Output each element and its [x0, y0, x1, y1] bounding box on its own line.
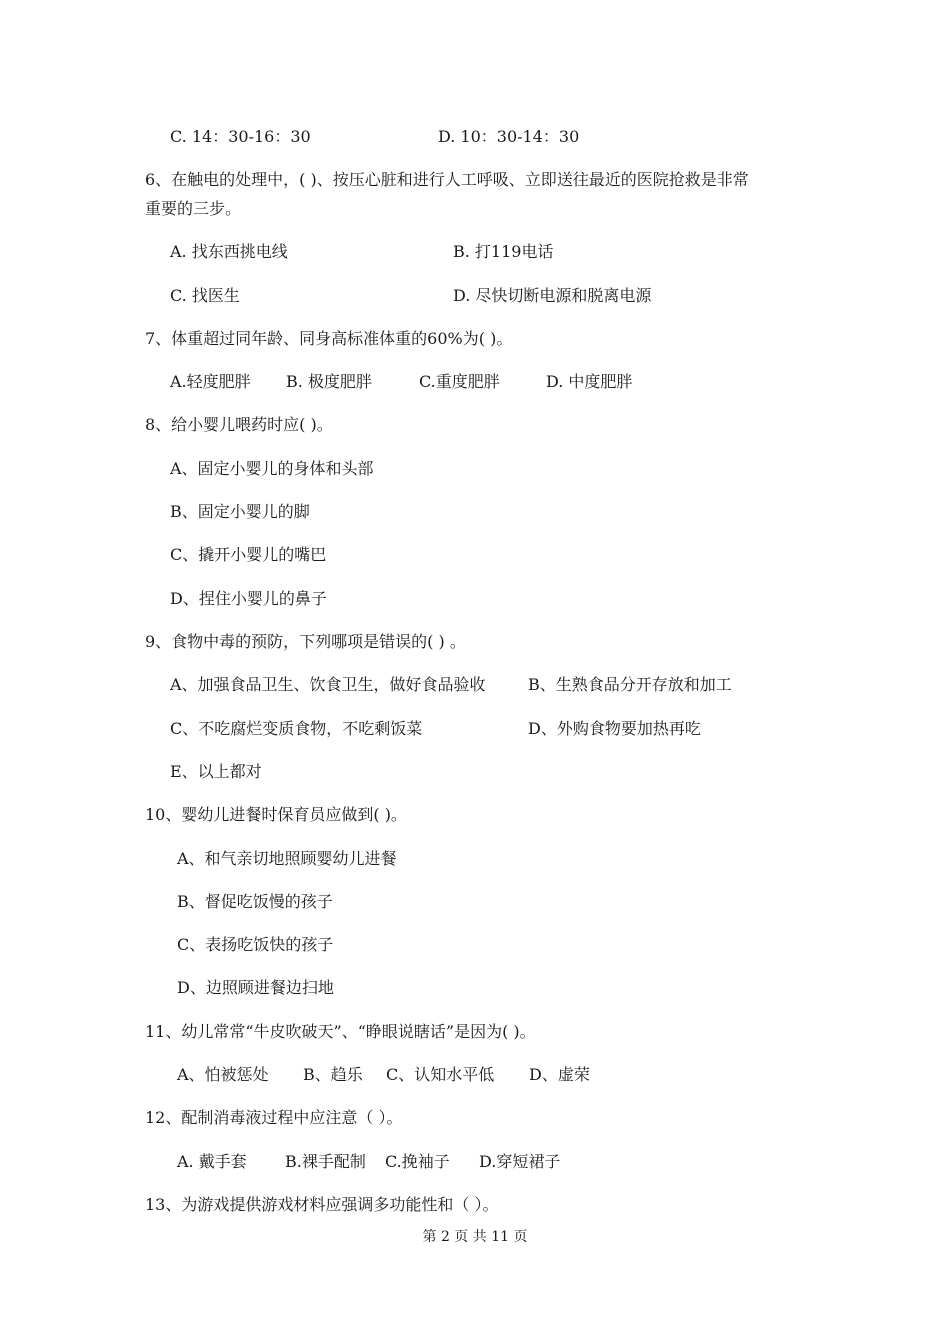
page-number-footer: 第 2 页 共 11 页	[422, 1229, 528, 1245]
q9-stem: 9、食物中毒的预防，下列哪项是错误的( ) 。	[145, 632, 466, 651]
q10-stem: 10、婴幼儿进餐时保育员应做到( )。	[145, 805, 407, 824]
q9-option-c: C、不吃腐烂变质食物，不吃剩饭菜	[170, 719, 423, 738]
q8-option-c: C、撬开小婴儿的嘴巴	[170, 545, 327, 564]
q11-option-c: C、认知水平低	[386, 1065, 495, 1084]
q7-option-b: B. 极度肥胖	[286, 372, 372, 391]
q11-stem: 11、幼儿常常“牛皮吹破天”、“睁眼说瞎话”是因为( )。	[145, 1022, 536, 1041]
q12-option-b: B.裸手配制	[285, 1152, 366, 1171]
q5-option-c: C. 14：30-16：30	[170, 127, 311, 146]
q8-stem: 8、给小婴儿喂药时应( )。	[145, 415, 333, 434]
q7-option-c: C.重度肥胖	[419, 372, 500, 391]
q7-stem: 7、体重超过同年龄、同身高标准体重的60%为( )。	[145, 329, 513, 348]
q6-option-b: B. 打119电话	[453, 242, 554, 261]
q10-option-c: C、表扬吃饭快的孩子	[177, 935, 334, 954]
q6-option-d: D. 尽快切断电源和脱离电源	[453, 286, 652, 305]
q12-option-d: D.穿短裙子	[479, 1152, 561, 1171]
q9-option-b: B、生熟食品分开存放和加工	[528, 675, 732, 694]
q5-option-d: D. 10：30-14：30	[438, 127, 580, 146]
q11-option-a: A、怕被惩处	[177, 1065, 269, 1084]
q6-option-c: C. 找医生	[170, 286, 240, 305]
q9-option-d: D、外购食物要加热再吃	[528, 719, 701, 738]
q7-option-a: A.轻度肥胖	[170, 372, 251, 391]
q8-option-a: A、固定小婴儿的身体和头部	[170, 459, 374, 478]
q12-option-a: A. 戴手套	[177, 1152, 247, 1171]
q10-option-a: A、和气亲切地照顾婴幼儿进餐	[177, 849, 397, 868]
q8-option-b: B、固定小婴儿的脚	[170, 502, 310, 521]
q11-option-d: D、虚荣	[529, 1065, 590, 1084]
q8-option-d: D、捏住小婴儿的鼻子	[170, 589, 327, 608]
q13-stem: 13、为游戏提供游戏材料应强调多功能性和（ ）。	[145, 1195, 499, 1214]
q7-option-d: D. 中度肥胖	[546, 372, 633, 391]
q11-option-b: B、趋乐	[303, 1065, 363, 1084]
q10-option-b: B、督促吃饭慢的孩子	[177, 892, 333, 911]
q12-stem: 12、配制消毒液过程中应注意（ ）。	[145, 1108, 403, 1127]
q6-option-a: A. 找东西挑电线	[170, 242, 288, 261]
q6-stem-line2: 重要的三步。	[145, 199, 242, 218]
q12-option-c: C.挽袖子	[385, 1152, 450, 1171]
q9-option-a: A、加强食品卫生、饮食卫生，做好食品验收	[170, 675, 486, 694]
q9-option-e: E、以上都对	[170, 762, 262, 781]
q6-stem-line1: 6、在触电的处理中，( )、按压心脏和进行人工呼吸、立即送往最近的医院抢救是非常	[145, 170, 749, 189]
q10-option-d: D、边照顾进餐边扫地	[177, 978, 334, 997]
